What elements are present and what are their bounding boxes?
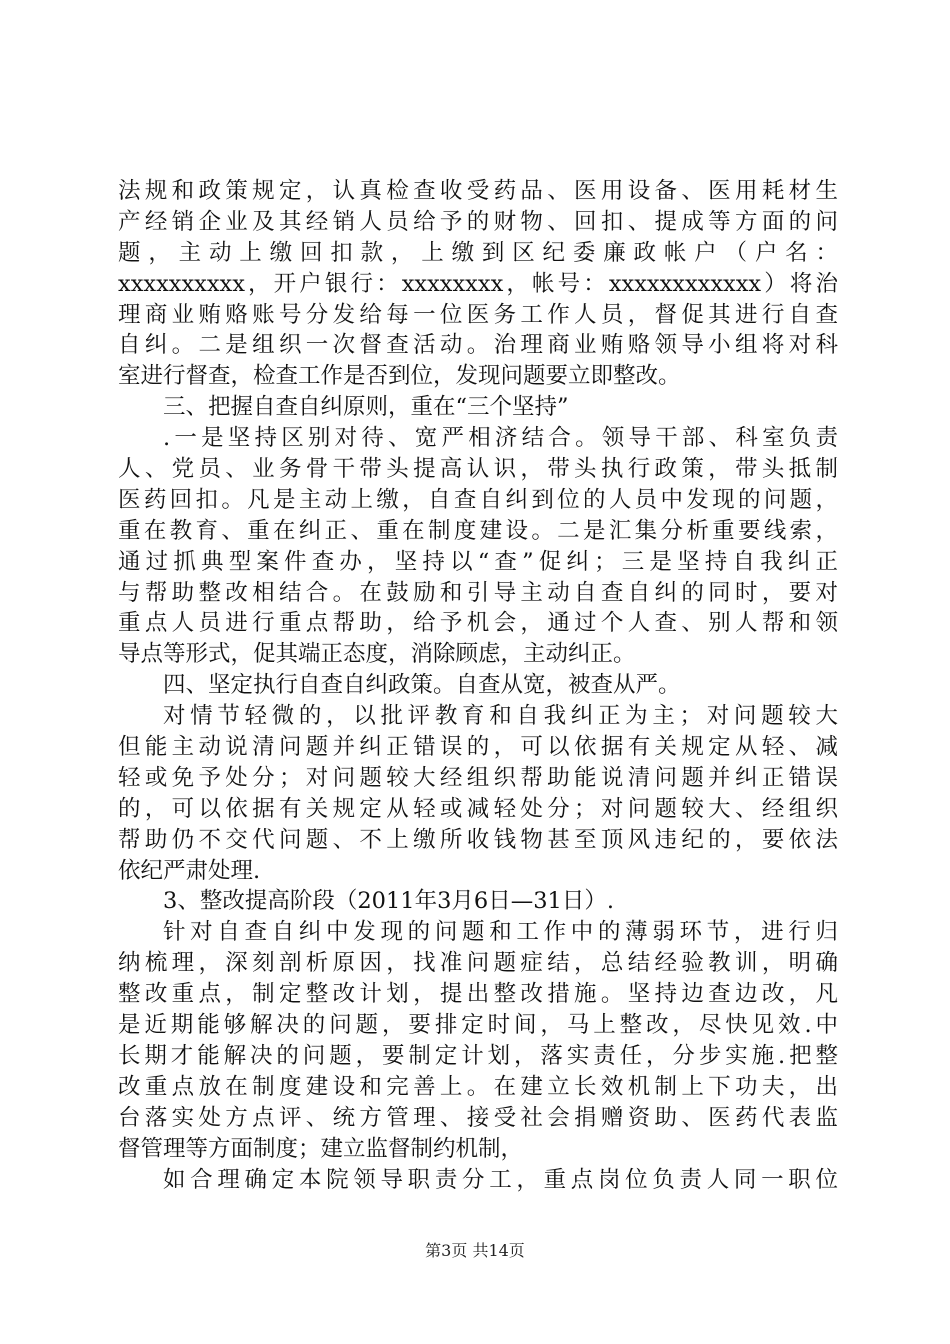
text-line: 帮助仍不交代问题、不上缴所收钱物甚至顶风违纪的，要依法 <box>118 826 838 853</box>
text-line: 对情节轻微的，以批评教育和自我纠正为主；对问题较大 <box>163 703 838 730</box>
text-line: 题，主动上缴回扣款，上缴到区纪委廉政帐户（户名： <box>118 239 838 266</box>
document-body <box>118 176 838 1195</box>
text-line: 3、整改提高阶段（2011年3月6日—31日）. <box>163 888 614 915</box>
text-line: 如合理确定本院领导职责分工，重点岗位负责人同一职位 <box>163 1166 838 1193</box>
text-line: 整改重点，制定整改计划，提出整改措施。坚持边查边改，凡 <box>118 981 838 1008</box>
text-line: 台落实处方点评、统方管理、接受社会捐赠资助、医药代表监 <box>118 1104 838 1131</box>
text-line: xxxxxxxxxx，开户银行：xxxxxxxx，帐号：xxxxxxxxxxxx）将治 <box>118 270 838 297</box>
text-line: 产经销企业及其经销人员给予的财物、回扣、提成等方面的问 <box>118 208 838 235</box>
text-line: 长期才能解决的问题，要制定计划，落实责任，分步实施.把整 <box>118 1042 838 1069</box>
text-line: 督管理等方面制度；建立监督制约机制， <box>118 1135 524 1162</box>
text-line: 重点人员进行重点帮助，给予机会，通过个人查、别人帮和领 <box>118 610 838 637</box>
text-line: 但能主动说清问题并纠正错误的，可以依据有关规定从轻、减 <box>118 734 838 761</box>
text-line: 法规和政策规定，认真检查收受药品、医用设备、医用耗材生 <box>118 178 838 204</box>
text-line: 是近期能够解决的问题，要排定时间，马上整改，尽快见效.中 <box>118 1012 838 1039</box>
text-line: 针对自查自纠中发现的问题和工作中的薄弱环节，进行归 <box>163 919 838 946</box>
text-line: 依纪严肃处理. <box>118 857 261 884</box>
text-line: 室进行督查，检查工作是否到位，发现问题要立即整改。 <box>118 363 681 390</box>
text-line: 人、党员、业务骨干带头提高认识，带头执行政策，带头抵制 <box>118 456 838 483</box>
text-line: 与帮助整改相结合。在鼓励和引导主动自查自纠的同时，要对 <box>118 579 838 606</box>
text-line: 自纠。二是组织一次督查活动。治理商业贿赂领导小组将对科 <box>118 332 838 359</box>
text-line: 理商业贿赂账号分发给每一位医务工作人员，督促其进行自查 <box>118 301 838 328</box>
text-line: 纳梳理，深刻剖析原因，找准问题症结，总结经验教训，明确 <box>118 950 838 977</box>
text-line: 改重点放在制度建设和完善上。在建立长效机制上下功夫，出 <box>118 1073 838 1100</box>
text-line: 医药回扣。凡是主动上缴，自查自纠到位的人员中发现的问题， <box>118 486 838 513</box>
text-line: 三、把握自查自纠原则，重在“三个坚持” <box>163 394 569 421</box>
text-line: 通过抓典型案件查办，坚持以“查”促纠；三是坚持自我纠正 <box>118 548 838 575</box>
text-line: 导点等形式，促其端正态度，消除顾虑，主动纠正。 <box>118 641 636 668</box>
text-line: 的，可以依据有关规定从轻或减轻处分；对问题较大、经组织 <box>118 795 838 822</box>
text-line: 重在教育、重在纠正、重在制度建设。二是汇集分析重要线索， <box>118 517 838 544</box>
text-line: 轻或免予处分；对问题较大经组织帮助能说清问题并纠正错误 <box>118 764 838 791</box>
text-line: 四、坚定执行自查自纠政策。自查从宽，被查从严。 <box>163 672 681 699</box>
page-footer: 第3页 共14页 <box>425 1241 525 1260</box>
text-line: .一是坚持区别对待、宽严相济结合。领导干部、科室负责 <box>163 425 838 452</box>
